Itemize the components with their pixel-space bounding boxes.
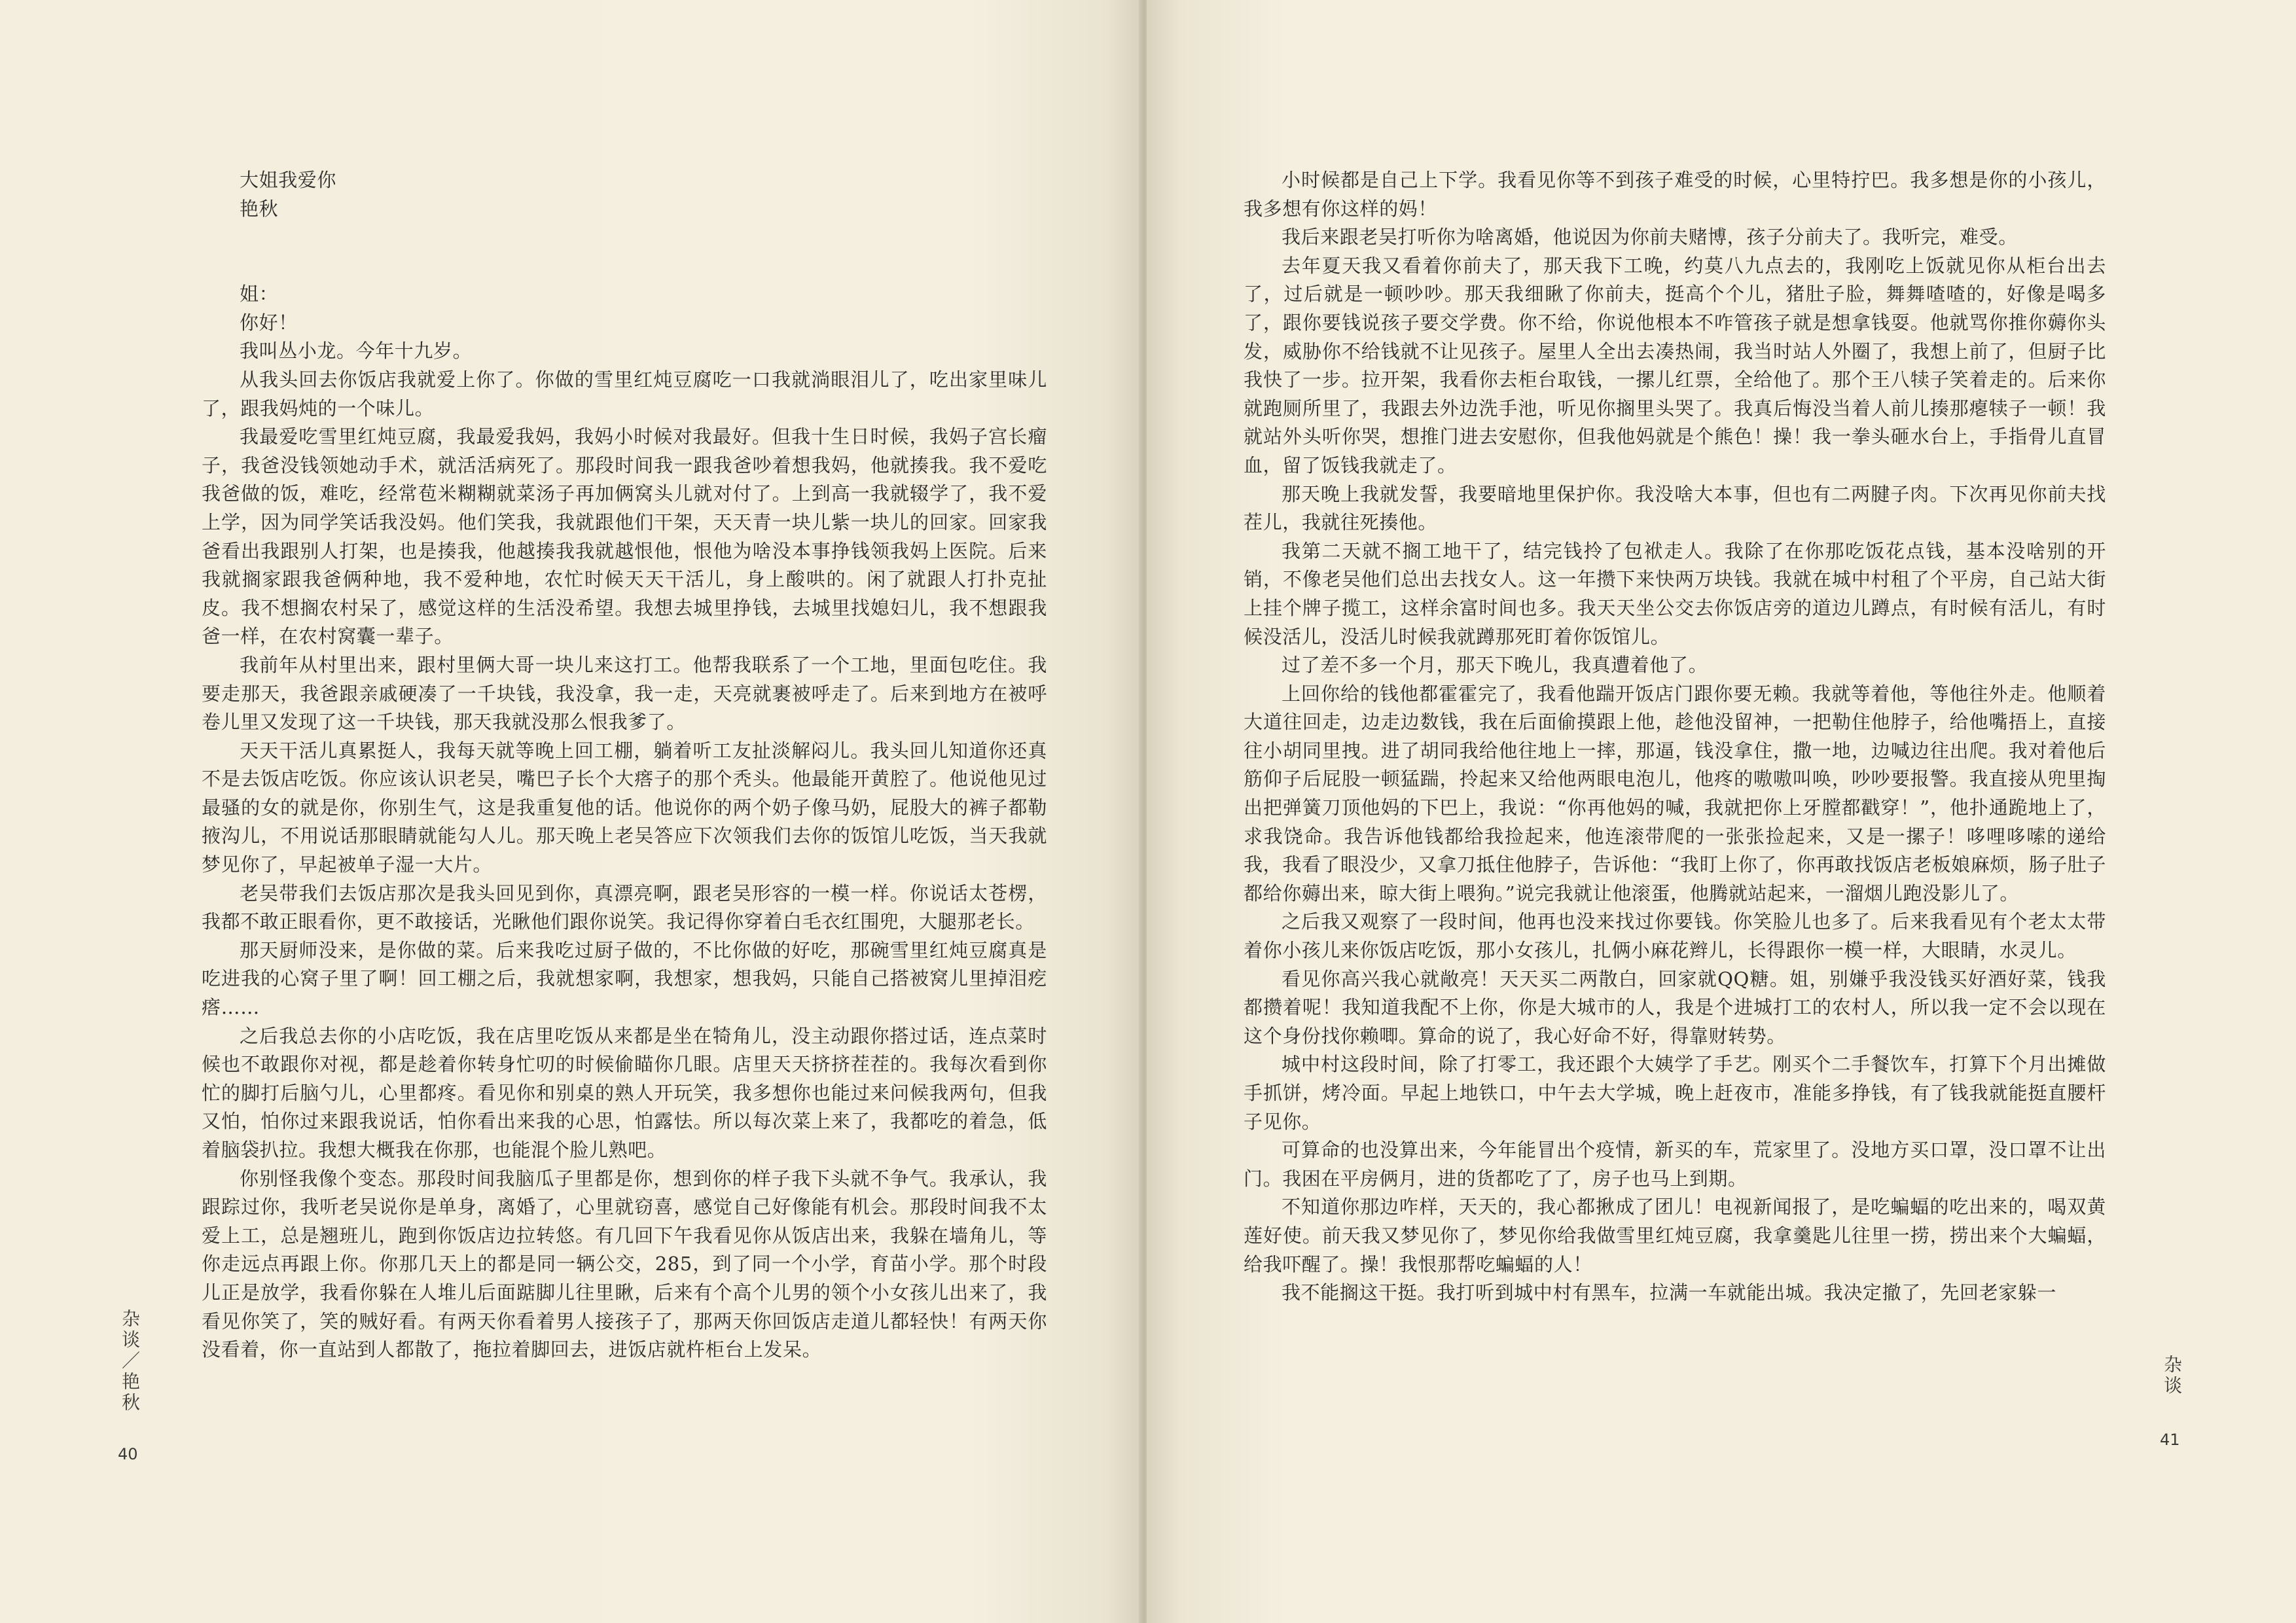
body-paragraph: 之后我总去你的小店吃饭，我在店里吃饭从来都是坐在犄角儿，没主动跟你搭过话，连点菜时候也不敢跟你对视，都是趁着你转身忙叨的时候偷瞄你几眼。店里天天挤挤茬茬的。我每次看到你忙的脚打后脑勺儿，心里都疼。看见你和别桌的熟人开玩笑，我多想你也能过来问候我两句，但我又怕，怕你过来跟我说话，怕你看出来我的心思，怕露怯。所以每次菜上来了，我都吃的着急，低着脑袋扒拉。我想大概我在你那，也能混个脸儿熟吧。 — [202, 1024, 1047, 1161]
body-paragraph: 城中村这段时间，除了打零工，我还跟个大姨学了手艺。刚买个二手餐饮车，打算下个月出摊做手抓饼，烤冷面。早起上地铁口，中午去大学城，晚上赶夜市，准能多挣钱，有了钱我就能挺直腰杆子见你。 — [1244, 1053, 2106, 1133]
body-paragraph: 过了差不多一个月，那天下晚儿，我真遭着他了。 — [1282, 654, 1708, 677]
section-side-mark: 杂谈 — [2161, 1355, 2183, 1397]
body-paragraph: 去年夏天我又看着你前夫了，那天我下工晚，约莫八九点去的，我刚吃上饭就见你从柜台出去了，过后就是一顿吵吵。那天我细瞅了你前夫，挺高个个儿，猪肚子脸，舞舞喳喳的，好像是喝多了，跟你要钱说孩子要交学费。你不给，你说他根本不咋管孩子就是想拿钱耍。他就骂你推你薅你头发，威胁你不给钱就不让见孩子。屋里人全出去凑热闹，我当时站人外圈了，我想上前了，但厨子比我快了一步。拉开架，我看你去柜台取钱，一摞儿红票，全给他了。那个王八犊子笑着走的。后来你就跑厕所里了，我跟去外边洗手池，听见你搁里头哭了。我真后悔没当着人前儿揍那瘪犊子一顿！我就站外头听你哭，想推门进去安慰你，但我他妈就是个熊色！操！我一拳头砸水台上，手指骨儿直冒血，留了饭钱我就走了。 — [1244, 254, 2106, 476]
body-paragraph: 你别怪我像个变态。那段时间我脑瓜子里都是你，想到你的样子我下头就不争气。我承认，我跟踪过你，我听老吴说你是单身，离婚了，心里就窃喜，感觉自己好像能有机会。那段时间我不太爱上工，总是翘班儿，跑到你饭店边拉转悠。有几回下午我看见你从饭店出来，我躲在墙角儿，等你走远点再跟上你。你那几天上的都是同一辆公交，285，到了同一个小学，育苗小学。那个时段儿正是放学，我看你躲在人堆儿后面踮脚儿往里瞅，后来有个高个儿男的领个小女孩儿出来了，我看见你笑了，笑的贼好看。有两天你看着男人接孩子了，那两天你回饭店走道儿都轻快！有两天你没看着，你一直站到人都散了，拖拉着脚回去，进饭店就杵柜台上发呆。 — [202, 1167, 1047, 1361]
body-paragraph: 那天厨师没来，是你做的菜。后来我吃过厨子做的，不比你做的好吃，那碗雪里红炖豆腐真是吃进我的心窝子里了啊！回工棚之后，我就想家啊，我想家，想我妈，只能自己搭被窝儿里掉泪疙瘩…… — [202, 938, 1047, 1019]
body-paragraph: 我第二天就不搁工地干了，结完钱拎了包袱走人。我除了在你那吃饭花点钱，基本没啥别的开销，不像老吴他们总出去找女人。这一年攒下来快两万块钱。我就在城中村租了个平房，自己站大街上挂个牌子揽工，这样余富时间也多。我天天坐公交去你饭店旁的道边儿蹲点，有时候有活儿，有时候没活儿，没活儿时候我就蹲那死盯着你饭馆儿。 — [1244, 539, 2106, 648]
body-paragraph: 我不能搁这干挺。我打听到城中村有黑车，拉满一车就能出城。我决定撤了，先回老家躲一 — [1282, 1281, 2057, 1304]
article-title: 大姐我爱你 — [240, 169, 337, 191]
left-text-block — [202, 166, 1047, 1364]
body-paragraph: 天天干活儿真累挺人，我每天就等晚上回工棚，躺着听工友扯淡解闷儿。我头回儿知道你还真不是去饭店吃饭。你应该认识老吴，嘴巴子长个大瘩子的那个秃头。他最能开黄腔了。他说他见过最骚的女的就是你，你别生气，这是我重复他的话。他说你的两个奶子像马奶，屁股大的裤子都勒掖沟儿，不用说话那眼睛就能勾人儿。那天晚上老吴答应下次领我们去你的饭馆儿吃饭，当天我就梦见你了，早起被单子湿一大片。 — [202, 739, 1047, 876]
body-paragraph: 那天晚上我就发誓，我要暗地里保护你。我没啥大本事，但也有二两腱子肉。下次再见你前夫找茬儿，我就往死揍他。 — [1244, 482, 2106, 534]
body-paragraph: 老吴带我们去饭店那次是我头回见到你，真漂亮啊，跟老吴形容的一模一样。你说话太苍楞，我都不敢正眼看你，更不敢接话，光瞅他们跟你说笑。我记得你穿着白毛衣红围兜，大腿那老长。 — [202, 882, 1047, 933]
left-page — [0, 0, 1141, 1623]
body-paragraph: 不知道你那边咋样，天天的，我心都揪成了团儿！电视新闻报了，是吃蝙蝠的吃出来的，喝双黄莲好使。前天我又梦见你了，梦见你给我做雪里红炖豆腐，我拿羹匙儿往里一捞，捞出来个大蝙蝠，给我吓醒了。操！我恨那帮吃蝙蝠的人！ — [1244, 1196, 2106, 1275]
body-paragraph: 从我头回去你饭店我就爱上你了。你做的雪里红炖豆腐吃一口我就淌眼泪儿了，吃出家里味儿了，跟我妈炖的一个味儿。 — [202, 368, 1047, 419]
body-paragraph: 看见你高兴我心就敞亮！天天买二两散白，回家就QQ糖。姐，别嫌乎我没钱买好酒好菜，钱我都攒着呢！我知道我配不上你，你是大城市的人，我是个进城打工的农村人，所以我一定不会以现在这个身份找你赖唧。算命的说了，我心好命不好，得靠财转势。 — [1244, 967, 2106, 1047]
page-number: 41 — [2160, 1431, 2180, 1449]
body-paragraph: 可算命的也没算出来，今年能冒出个疫情，新买的车，荒家里了。没地方买口罩，没口罩不让出门。我困在平房俩月，进的货都吃了了，房子也马上到期。 — [1244, 1139, 2106, 1190]
right-text-block — [1244, 166, 2106, 1308]
body-paragraph: 小时候都是自己上下学。我看见你等不到孩子难受的时候，心里特拧巴。我多想是你的小孩儿，我多想有你这样的妈！ — [1244, 169, 2106, 220]
body-paragraph: 上回你给的钱他都霍霍完了，我看他踹开饭店门跟你要无赖。我就等着他，等他往外走。他顺着大道往回走，边走边数钱，我在后面偷摸跟上他，趁他没留神，一把勒住他脖子，给他嘴捂上，直接往小胡同里拽。进了胡同我给他往地上一摔，那逼，钱没拿住，撒一地，边喊边往出爬。我对着他后筋仰子后屁股一顿猛踹，拎起来又给他两眼电泡儿，他疼的嗷嗷叫唤，吵吵要报警。我直接从兜里掏出把弹簧刀顶他妈的下巴上，我说：“你再他妈的喊，我就把你上牙膛都戳穿！”，他扑通跪地上了，求我饶命。我告诉他钱都给我捡起来，他连滚带爬的一张张捡起来，又是一摞子！哆哩哆嗦的递给我，我看了眼没少，又拿刀抵住他脖子，告诉他：“我盯上你了，你再敢找饭店老板娘麻烦，肠子肚子都给你薅出来，晾大街上喂狗。”说完我就让他滚蛋，他腾就站起来，一溜烟儿跑没影儿了。 — [1244, 682, 2106, 904]
article-author: 艳秋 — [240, 197, 279, 220]
body-paragraph: 我后来跟老吴打听你为啥离婚，他说因为你前夫赌博，孩子分前夫了。我听完，难受。 — [1282, 226, 2018, 249]
right-page — [1147, 0, 2296, 1623]
section-side-mark: 杂谈／艳秋 — [119, 1309, 141, 1414]
body-paragraph: 我前年从村里出来，跟村里俩大哥一块儿来这打工。他帮我联系了一个工地，里面包吃住。我要走那天，我爸跟亲戚硬凑了一千块钱，我没拿，我一走，天亮就裹被呼走了。后来到地方在被呼卷儿里又发现了这一千块钱，那天我就没那么恨我爹了。 — [202, 653, 1047, 734]
spacer — [202, 223, 1047, 280]
letter-salutation: 姐： — [240, 283, 279, 306]
body-paragraph: 我最爱吃雪里红炖豆腐，我最爱我妈，我妈小时候对我最好。但我十生日时候，我妈子宫长瘤子，我爸没钱领她动手术，就活活病死了。那段时间我一跟我爸吵着想我妈，他就揍我。我不爱吃我爸做的饭，难吃，经常苞米糊糊就菜汤子再加俩窝头儿就对付了。上到高一我就辍学了，我不爱上学，因为同学笑话我没妈。他们笑我，我就跟他们干架，天天青一块儿紫一块儿的回家。回家我爸看出我跟别人打架，也是揍我，他越揍我我就越恨他，恨他为啥没本事挣钱领我妈上医院。后来我就搁家跟我爸俩种地，我不爱种地，农忙时候天天干活儿，身上酸哄的。闲了就跟人打扑克扯皮。我不想搁农村呆了，感觉这样的生活没希望。我想去城里挣钱，去城里找媳妇儿，我不想跟我爸一样，在农村窝囊一辈子。 — [202, 425, 1047, 648]
letter-greeting: 你好！ — [240, 311, 298, 334]
body-paragraph: 之后我又观察了一段时间，他再也没来找过你要钱。你笑脸儿也多了。后来我看见有个老太太带着你小孩儿来你饭店吃饭，那小女孩儿，扎俩小麻花辫儿，长得跟你一模一样，大眼睛，水灵儿。 — [1244, 910, 2106, 962]
page-number: 40 — [118, 1445, 138, 1463]
letter-intro: 我叫丛小龙。今年十九岁。 — [240, 340, 473, 363]
